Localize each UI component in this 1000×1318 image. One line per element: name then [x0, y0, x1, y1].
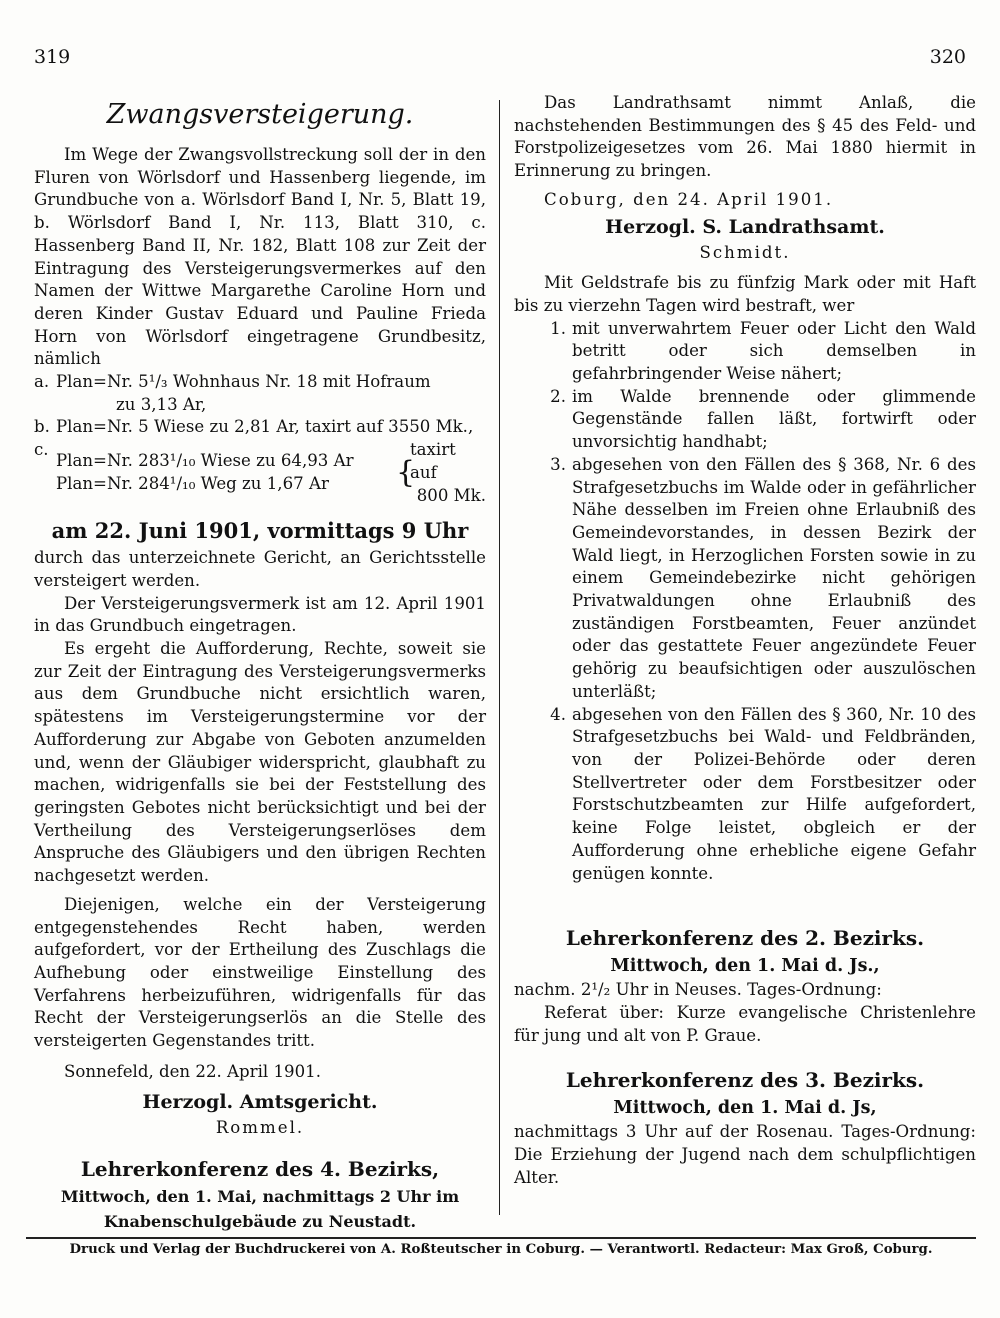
- list-item: [514, 454, 976, 704]
- plan-lines: [56, 450, 396, 495]
- list-item: [514, 704, 976, 886]
- page-number-right: 320: [929, 46, 966, 68]
- item-text: mit unverwahrtem Feuer oder Licht den Wald betritt oder sich demselben in gefahrbringender Weise nähert;: [572, 318, 976, 384]
- authority: Herzogl. S. Landrathsamt.: [605, 215, 885, 238]
- auction-date: am 22. Juni 1901, vormittags 9 Uhr: [51, 518, 469, 544]
- conference-text: nachmittags 3 Uhr auf der Rosenau. Tages-Ordnung: Die Erziehung der Jugend nach dem schulpflichtigen Alter.: [514, 1122, 976, 1187]
- plan-label: c.: [34, 440, 49, 460]
- paragraph: Es ergeht die Aufforderung, Rechte, soweit sie zur Zeit der Eintragung des Versteigerungsvermerks aus dem Grundbuche nicht ersichtlich waren, spätestens im Versteigerungstermine vor der Aufforderung zur Abgabe von Geboten anzumelden und, wenn der Gläubiger widerspricht, glaubhaft zu machen, widrigenfalls sie bei der Feststellung des geringsten Gebotes nicht berücksichtigt und bei der Vertheilung des Versteigerungserlöses dem Anspruche des Gläubigers und den übrigen Rechten nachgesetzt werden.: [34, 639, 486, 886]
- item-number: 3.: [550, 454, 566, 474]
- conference-text: Referat über: Kurze evangelische Christenlehre für jung und alt von P. Graue.: [514, 1002, 976, 1045]
- price-line: taxirt auf: [410, 440, 456, 482]
- item-text: abgesehen von den Fällen des § 360, Nr. 10 des Strafgesetzbuchs bei Wald- und Feldbränden, von der Polizei-Behörde oder deren Stellvertreter oder dem Forstbesitzer oder Forstschutzbeamten zur Hilfe aufgefordert, keine Folge leistet, obgleich er der Aufforderung ohne erhebliche eigene Gefahr genügen konnte.: [572, 704, 976, 883]
- plan-group: [56, 439, 486, 507]
- plan-line: zu 3,13 Ar,: [116, 394, 207, 414]
- plan-item-b: [34, 416, 486, 439]
- price-line: 800 Mk.: [416, 485, 486, 505]
- right-column: [514, 92, 976, 1189]
- paragraph: Diejenigen, welche ein der Versteigerung entgegenstehendes Recht haben, werden aufgefordert, vor der Ertheilung des Zuschlags die Aufhebung oder einstweilige Einstellung des Verfahrens herbeizuführen, widrigenfalls für das Recht der Versteigerungserlös an die Stelle des versteigerten Gegenstandes tritt.: [34, 894, 486, 1051]
- imprint-footer: Druck und Verlag der Buchdruckerei von A. Roßteutscher in Coburg. — Verantwortl. Redacteur: Max Groß, Coburg.: [69, 1242, 933, 1257]
- rules-list: [514, 318, 976, 886]
- plan-line: Plan=Nr. 5¹/₃ Wohnhaus Nr. 18 mit Hofraum: [56, 372, 431, 392]
- authority: Herzogl. Amtsgericht.: [142, 1091, 378, 1114]
- column-divider: [499, 100, 500, 1215]
- conference-date: Mittwoch, den 1. Mai d. Js.,: [610, 956, 880, 977]
- item-text: im Walde brennende oder glimmende Gegenstände fallen läßt, fortwirft oder unvorsichtig handhabt;: [572, 386, 976, 452]
- conference-time: nachm. 2¹/₂ Uhr in Neuses. Tages-Ordnung:: [514, 980, 882, 1000]
- auction-title: Zwangsversteigerung.: [106, 99, 414, 130]
- list-item: [514, 318, 976, 386]
- conference-heading: Lehrerkonferenz des 2. Bezirks.: [565, 926, 925, 951]
- signer: Rommel.: [215, 1118, 305, 1138]
- page-number-left: 319: [34, 46, 71, 68]
- notice-intro: Das Landrathsamt nimmt Anlaß, die nachstehenden Bestimmungen des § 45 des Feld- und Forstpolizeigesetzes vom 26. Mai 1880 hiermit in Erinnerung zu bringen.: [514, 93, 976, 181]
- footer-rule: [26, 1237, 976, 1239]
- item-number: 4.: [550, 704, 566, 724]
- plan-item-c: [34, 439, 486, 507]
- item-number: 1.: [550, 318, 566, 338]
- plan-label: a.: [34, 372, 50, 392]
- conference-text: Mittwoch, den 1. Mai, nachmittags 2 Uhr im Knabenschulgebäude zu Neustadt.: [60, 1187, 460, 1232]
- auction-intro: Im Wege der Zwangsvollstreckung soll der in den Fluren von Wörlsdorf und Hassenberg liegende, im Grundbuche von a. Wörlsdorf Band I, Nr. 5, Blatt 19, b. Wörlsdorf Band I, Nr. 113, Blatt 310, c. Hassenberg Band II, Nr. 182, Blatt 108 zur Zeit der Eintragung des Versteigerungsvermerkes auf den Namen der Wittwe Margarethe Caroline Horn und deren Kinder Gustav Eduard und Pauline Frieda Horn von Wörlsdorf eingetragene Grundbesitz, nämlich: [34, 145, 486, 369]
- list-item: [514, 386, 976, 454]
- plan-price: [410, 439, 486, 507]
- place-date: Coburg, den 24. April 1901.: [544, 189, 834, 209]
- plan-text: [56, 371, 486, 416]
- left-column: [34, 92, 486, 1234]
- conference-heading: Lehrerkonferenz des 4. Bezirks,: [80, 1157, 440, 1182]
- item-number: 2.: [550, 386, 566, 406]
- paragraph: Der Versteigerungsvermerk ist am 12. April 1901 in das Grundbuch eingetragen.: [34, 593, 486, 636]
- conference-heading: Lehrerkonferenz des 3. Bezirks.: [565, 1068, 925, 1093]
- brace: {: [396, 455, 416, 491]
- place-date: Sonnefeld, den 22. April 1901.: [64, 1061, 321, 1081]
- plan-item-a: [34, 371, 486, 416]
- plan-label: b.: [34, 417, 50, 437]
- item-text: abgesehen von den Fällen des § 368, Nr. 6 des Strafgesetzbuchs im Walde oder in gefährlicher Nähe desselben im Freien ohne Erlaubniß des Gemeindevorstandes, in dessen Bezirk der Wald liegt, in Herzoglichen Forsten sowie in zu einem Gemeindebezirke nicht gehörigen Privatwaldungen ohne Erlaubniß des zuständigen Forstbeamten, Feuer anzündet oder das gestattete Feuer angezündete Feuer gehörig zu beaufsichtigen oder auszulöschen unterläßt;: [572, 454, 976, 701]
- paragraph: durch das unterzeichnete Gericht, an Gerichtsstelle versteigert werden.: [34, 548, 486, 590]
- plan-text: Plan=Nr. 5 Wiese zu 2,81 Ar, taxirt auf 3550 Mk.,: [56, 417, 474, 437]
- plan-line: Plan=Nr. 284¹/₁₀ Weg zu 1,67 Ar: [56, 474, 329, 494]
- plan-line: Plan=Nr. 283¹/₁₀ Wiese zu 64,93 Ar: [56, 451, 354, 471]
- penalty-text: Mit Geldstrafe bis zu fünfzig Mark oder mit Haft bis zu vierzehn Tagen wird bestraft, wer: [514, 273, 976, 315]
- signer: Schmidt.: [699, 242, 791, 262]
- conference-date: Mittwoch, den 1. Mai d. Js,: [613, 1098, 877, 1119]
